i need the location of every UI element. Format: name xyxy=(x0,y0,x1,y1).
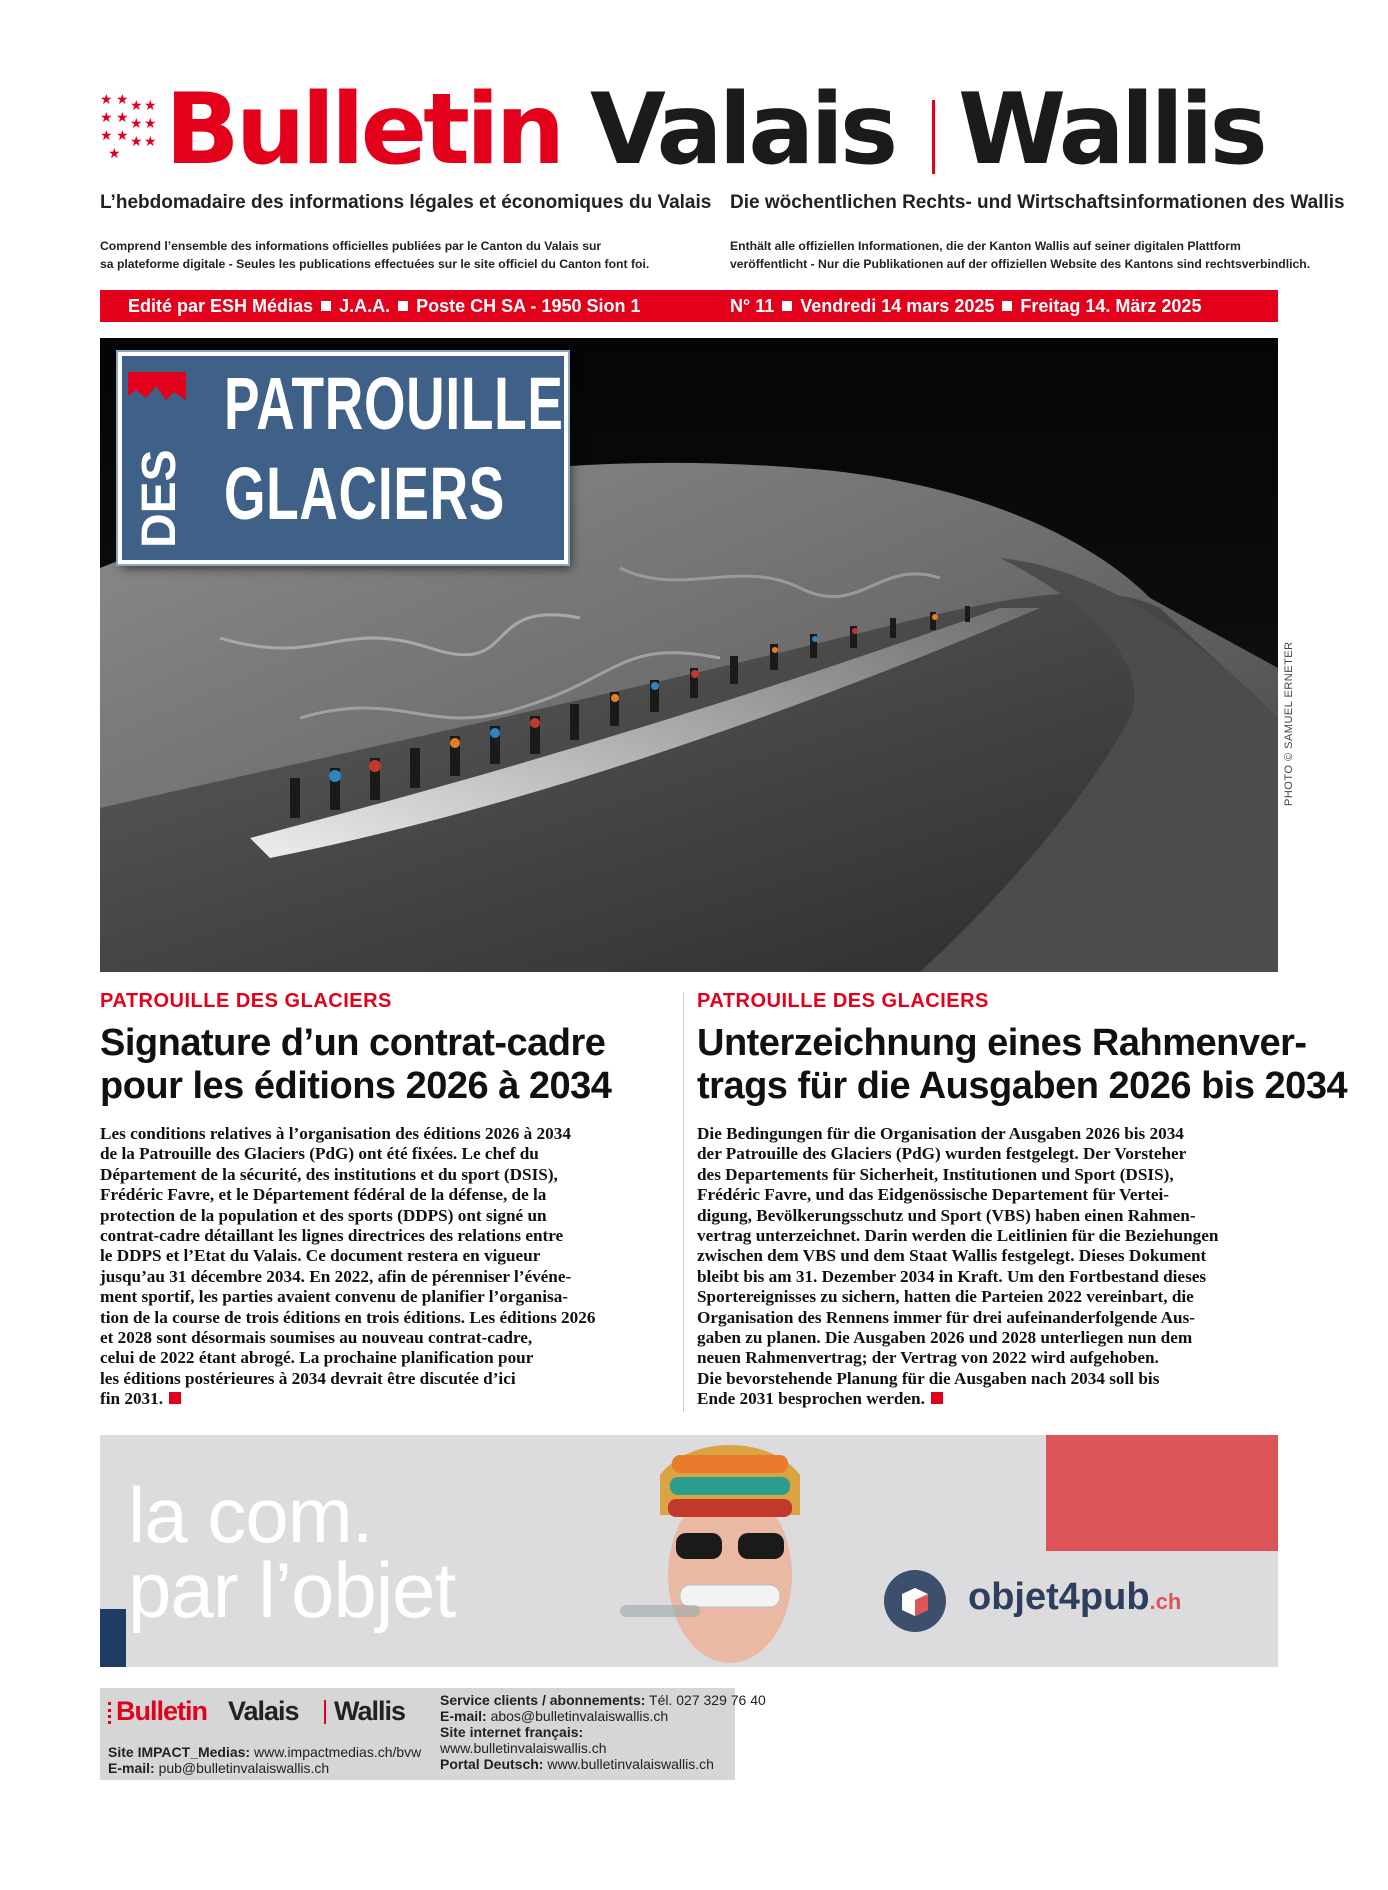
issue-bar xyxy=(100,290,1278,322)
body-line: Sportereignisses zu sichern, hatten die Parteien 2022 vereinbart, die xyxy=(697,1287,1194,1307)
body-line: des Departements für Sicherheit, Institutionen und Sport (DSIS), xyxy=(697,1164,1174,1184)
patrouille-des-glaciers-logo xyxy=(118,352,568,564)
body-line: fin 2031. xyxy=(100,1389,595,1409)
footer-portal-de: Portal Deutsch: www.bulletinvalaiswallis.ch xyxy=(440,1756,714,1772)
post-label: Poste CH SA - 1950 Sion 1 xyxy=(416,296,641,316)
advertisement-banner[interactable] xyxy=(100,1435,1278,1667)
article-fr-headline xyxy=(100,1022,611,1108)
logo-text-des: DES xyxy=(133,449,186,548)
body-line: et 2028 sont désormais soumises au nouveau contrat-cadre, xyxy=(100,1328,533,1348)
note-de-line-2: veröffentlicht - Nur die Publikationen auf der offiziellen Website des Kantons sind rechtsverbindlich. xyxy=(730,257,1311,271)
column-divider xyxy=(683,992,684,1412)
note-fr-line-1: Comprend l’ensemble des informations officielles publiées par le Canton du Valais sur xyxy=(100,239,602,253)
note-fr-line-2: sa plateforme digitale - Seules les publications effectuées sur le site officiel du Canton font foi. xyxy=(100,257,650,271)
end-mark-icon xyxy=(169,1392,181,1404)
footer-logo-wallis: Wallis xyxy=(334,1696,406,1726)
masthead-title-valais: Valais xyxy=(590,73,895,187)
subtitle-fr: L’hebdomadaire des informations légales et économiques du Valais xyxy=(100,192,712,213)
article-de-headline-line-1: Unterzeichnung eines Rahmenver- xyxy=(697,1022,1307,1064)
objet4pub-brand xyxy=(968,1576,1181,1619)
footer-email-link[interactable]: pub@bulletinvalaiswallis.ch xyxy=(158,1760,330,1776)
footer-impact-site: Site IMPACT_Medias: www.impactmedias.ch/bvw xyxy=(108,1744,422,1760)
body-line: zwischen dem VBS und dem Staat Wallis festgelegt. Dieses Dokument xyxy=(697,1246,1207,1266)
article-de-kicker: PATROUILLE DES GLACIERS xyxy=(697,990,989,1012)
ad-slogan-line-1: la com. xyxy=(128,1471,373,1559)
ad-red-block xyxy=(1046,1435,1278,1551)
footer-logo-valais: Valais xyxy=(228,1696,299,1726)
logo-text-patrouille: PATROUILLE xyxy=(224,362,564,445)
masthead-title-bulletin: Bulletin xyxy=(165,73,562,187)
brand-name: objet4pub xyxy=(968,1576,1150,1618)
ad-navy-block xyxy=(100,1609,126,1667)
footer-service-email: E-mail: abos@bulletinvalaiswallis.ch xyxy=(440,1708,669,1724)
mountain-flag-icon xyxy=(128,368,186,408)
article-fr-kicker: PATROUILLE DES GLACIERS xyxy=(100,990,392,1012)
end-mark-icon xyxy=(931,1392,943,1404)
body-line: contrat-cadre détaillant les lignes directrices des relations entre xyxy=(100,1226,564,1246)
body-line: ment sportif, les parties avaient convenu de planifier l’organisa- xyxy=(100,1287,569,1307)
footer-logo-bulletin: Bulletin xyxy=(116,1696,207,1726)
body-line: Die bevorstehende Planung für die Ausgaben nach 2034 soll bis xyxy=(697,1368,1160,1388)
body-line: jusqu’au 31 décembre 2034. En 2022, afin de pérenniser l’événe- xyxy=(100,1266,572,1286)
body-line: Frédéric Favre, et le Département fédéral de la défense, de la xyxy=(100,1185,547,1205)
article-fr-body xyxy=(100,1124,595,1410)
footer-site-fr-label: Site internet français: xyxy=(440,1724,584,1740)
jaa-label: J.A.A. xyxy=(339,296,391,316)
body-line: bleibt bis am 31. Dezember 2034 in Kraft. Um den Fortbestand dieses xyxy=(697,1266,1207,1286)
body-line: gaben zu planen. Die Ausgaben 2026 und 2028 unterliegen nun dem xyxy=(697,1328,1193,1348)
footer-logo-divider xyxy=(324,1700,326,1724)
photo-credit: PHOTO © SAMUEL ERNETER xyxy=(1283,641,1295,806)
bullet-square-icon xyxy=(398,301,408,311)
body-line: der Patrouille des Glaciers (PdG) wurden festgelegt. Der Vorsteher xyxy=(697,1144,1187,1164)
ad-slogan-line-2: par l’objet xyxy=(128,1546,456,1634)
note-de-line-1: Enthält alle offiziellen Informationen, die der Kanton Wallis auf seiner digitalen Plattform xyxy=(730,239,1241,253)
masthead-title-wallis: Wallis xyxy=(958,73,1264,187)
footer-impact-link[interactable]: www.impactmedias.ch/bvw xyxy=(254,1744,422,1760)
body-line: le DDPS et l’Etat du Valais. Ce document restera en vigueur xyxy=(100,1246,541,1266)
body-line: neuen Rahmenvertrag; der Vertrag von 2022 wird aufgehoben. xyxy=(697,1348,1159,1368)
body-line: digung, Bevölkerungsschutz und Sport (VBS) haben einen Rahmen- xyxy=(697,1205,1196,1225)
article-fr-headline-line-1: Signature d’un contrat-cadre xyxy=(100,1022,606,1064)
body-line: Département de la sécurité, des institutions et du sport (DSIS), xyxy=(100,1164,558,1184)
bullet-square-icon xyxy=(782,301,792,311)
issue-date-de: Freitag 14. März 2025 xyxy=(1020,296,1202,316)
bullet-square-icon xyxy=(321,301,331,311)
brand-tld: .ch xyxy=(1149,1589,1182,1614)
article-de-headline xyxy=(697,1022,1347,1108)
editor-label: Edité par ESH Médias xyxy=(128,296,314,316)
body-line: Die Bedingungen für die Organisation der Ausgaben 2026 bis 2034 xyxy=(697,1124,1184,1143)
body-line: Ende 2031 besprochen werden. xyxy=(697,1389,1218,1409)
article-de-headline-line-2: trags für die Ausgaben 2026 bis 2034 xyxy=(697,1065,1348,1107)
body-line: celui de 2022 étant abrogé. La prochaine planification pour xyxy=(100,1348,534,1368)
footer-service-email-link[interactable]: abos@bulletinvalaiswallis.ch xyxy=(490,1708,669,1724)
body-line: Frédéric Favre, und das Eidgenössische Departement für Vertei- xyxy=(697,1185,1169,1205)
footer-service: Service clients / abonnements: Tél. 027 329 76 40 xyxy=(440,1692,766,1708)
issue-number: N° 11 xyxy=(730,296,775,316)
footer-email: E-mail: pub@bulletinvalaiswallis.ch xyxy=(108,1760,330,1776)
body-line: Organisation des Rennens immer für drei aufeinanderfolgende Aus- xyxy=(697,1307,1195,1327)
issue-bar-left xyxy=(128,290,640,322)
body-line: tion de la course de trois éditions en trois éditions. Les éditions 2026 xyxy=(100,1307,596,1327)
footer-contact-box xyxy=(100,1688,766,1780)
body-line: protection de la population et des sports (DDPS) ont signé un xyxy=(100,1205,547,1225)
body-line: les éditions postérieures à 2034 devrait être discutée d’ici xyxy=(100,1368,516,1388)
valais-flag-stars-icon: ★ ★ ★ ★ ★ ★ ★ ★ ★ ★ ★ ★ ★ xyxy=(100,91,157,161)
footer-site-fr-link[interactable]: www.bulletinvalaiswallis.ch xyxy=(440,1740,607,1756)
issue-date-fr: Vendredi 14 mars 2025 xyxy=(800,296,995,316)
body-line: vertrag unterzeichnet. Darin werden die Leitlinien für die Beziehungen xyxy=(697,1226,1219,1246)
article-fr-headline-line-2: pour les éditions 2026 à 2034 xyxy=(100,1065,612,1107)
footer-portal-de-link[interactable]: www.bulletinvalaiswallis.ch xyxy=(547,1756,714,1772)
masthead-divider xyxy=(932,100,935,174)
body-line: Les conditions relatives à l’organisation des éditions 2026 à 2034 xyxy=(100,1124,571,1143)
objet4pub-logo-icon xyxy=(884,1570,946,1632)
article-de-body xyxy=(697,1124,1218,1410)
subtitle-de: Die wöchentlichen Rechts- und Wirtschaftsinformationen des Wallis xyxy=(730,192,1345,213)
issue-bar-right xyxy=(730,290,1201,322)
logo-text-glaciers: GLACIERS xyxy=(224,452,506,535)
body-line: de la Patrouille des Glaciers (PdG) ont été fixées. Le chef du xyxy=(100,1144,539,1164)
woman-with-sunglasses-illustration xyxy=(620,1435,840,1667)
bullet-square-icon xyxy=(1002,301,1012,311)
